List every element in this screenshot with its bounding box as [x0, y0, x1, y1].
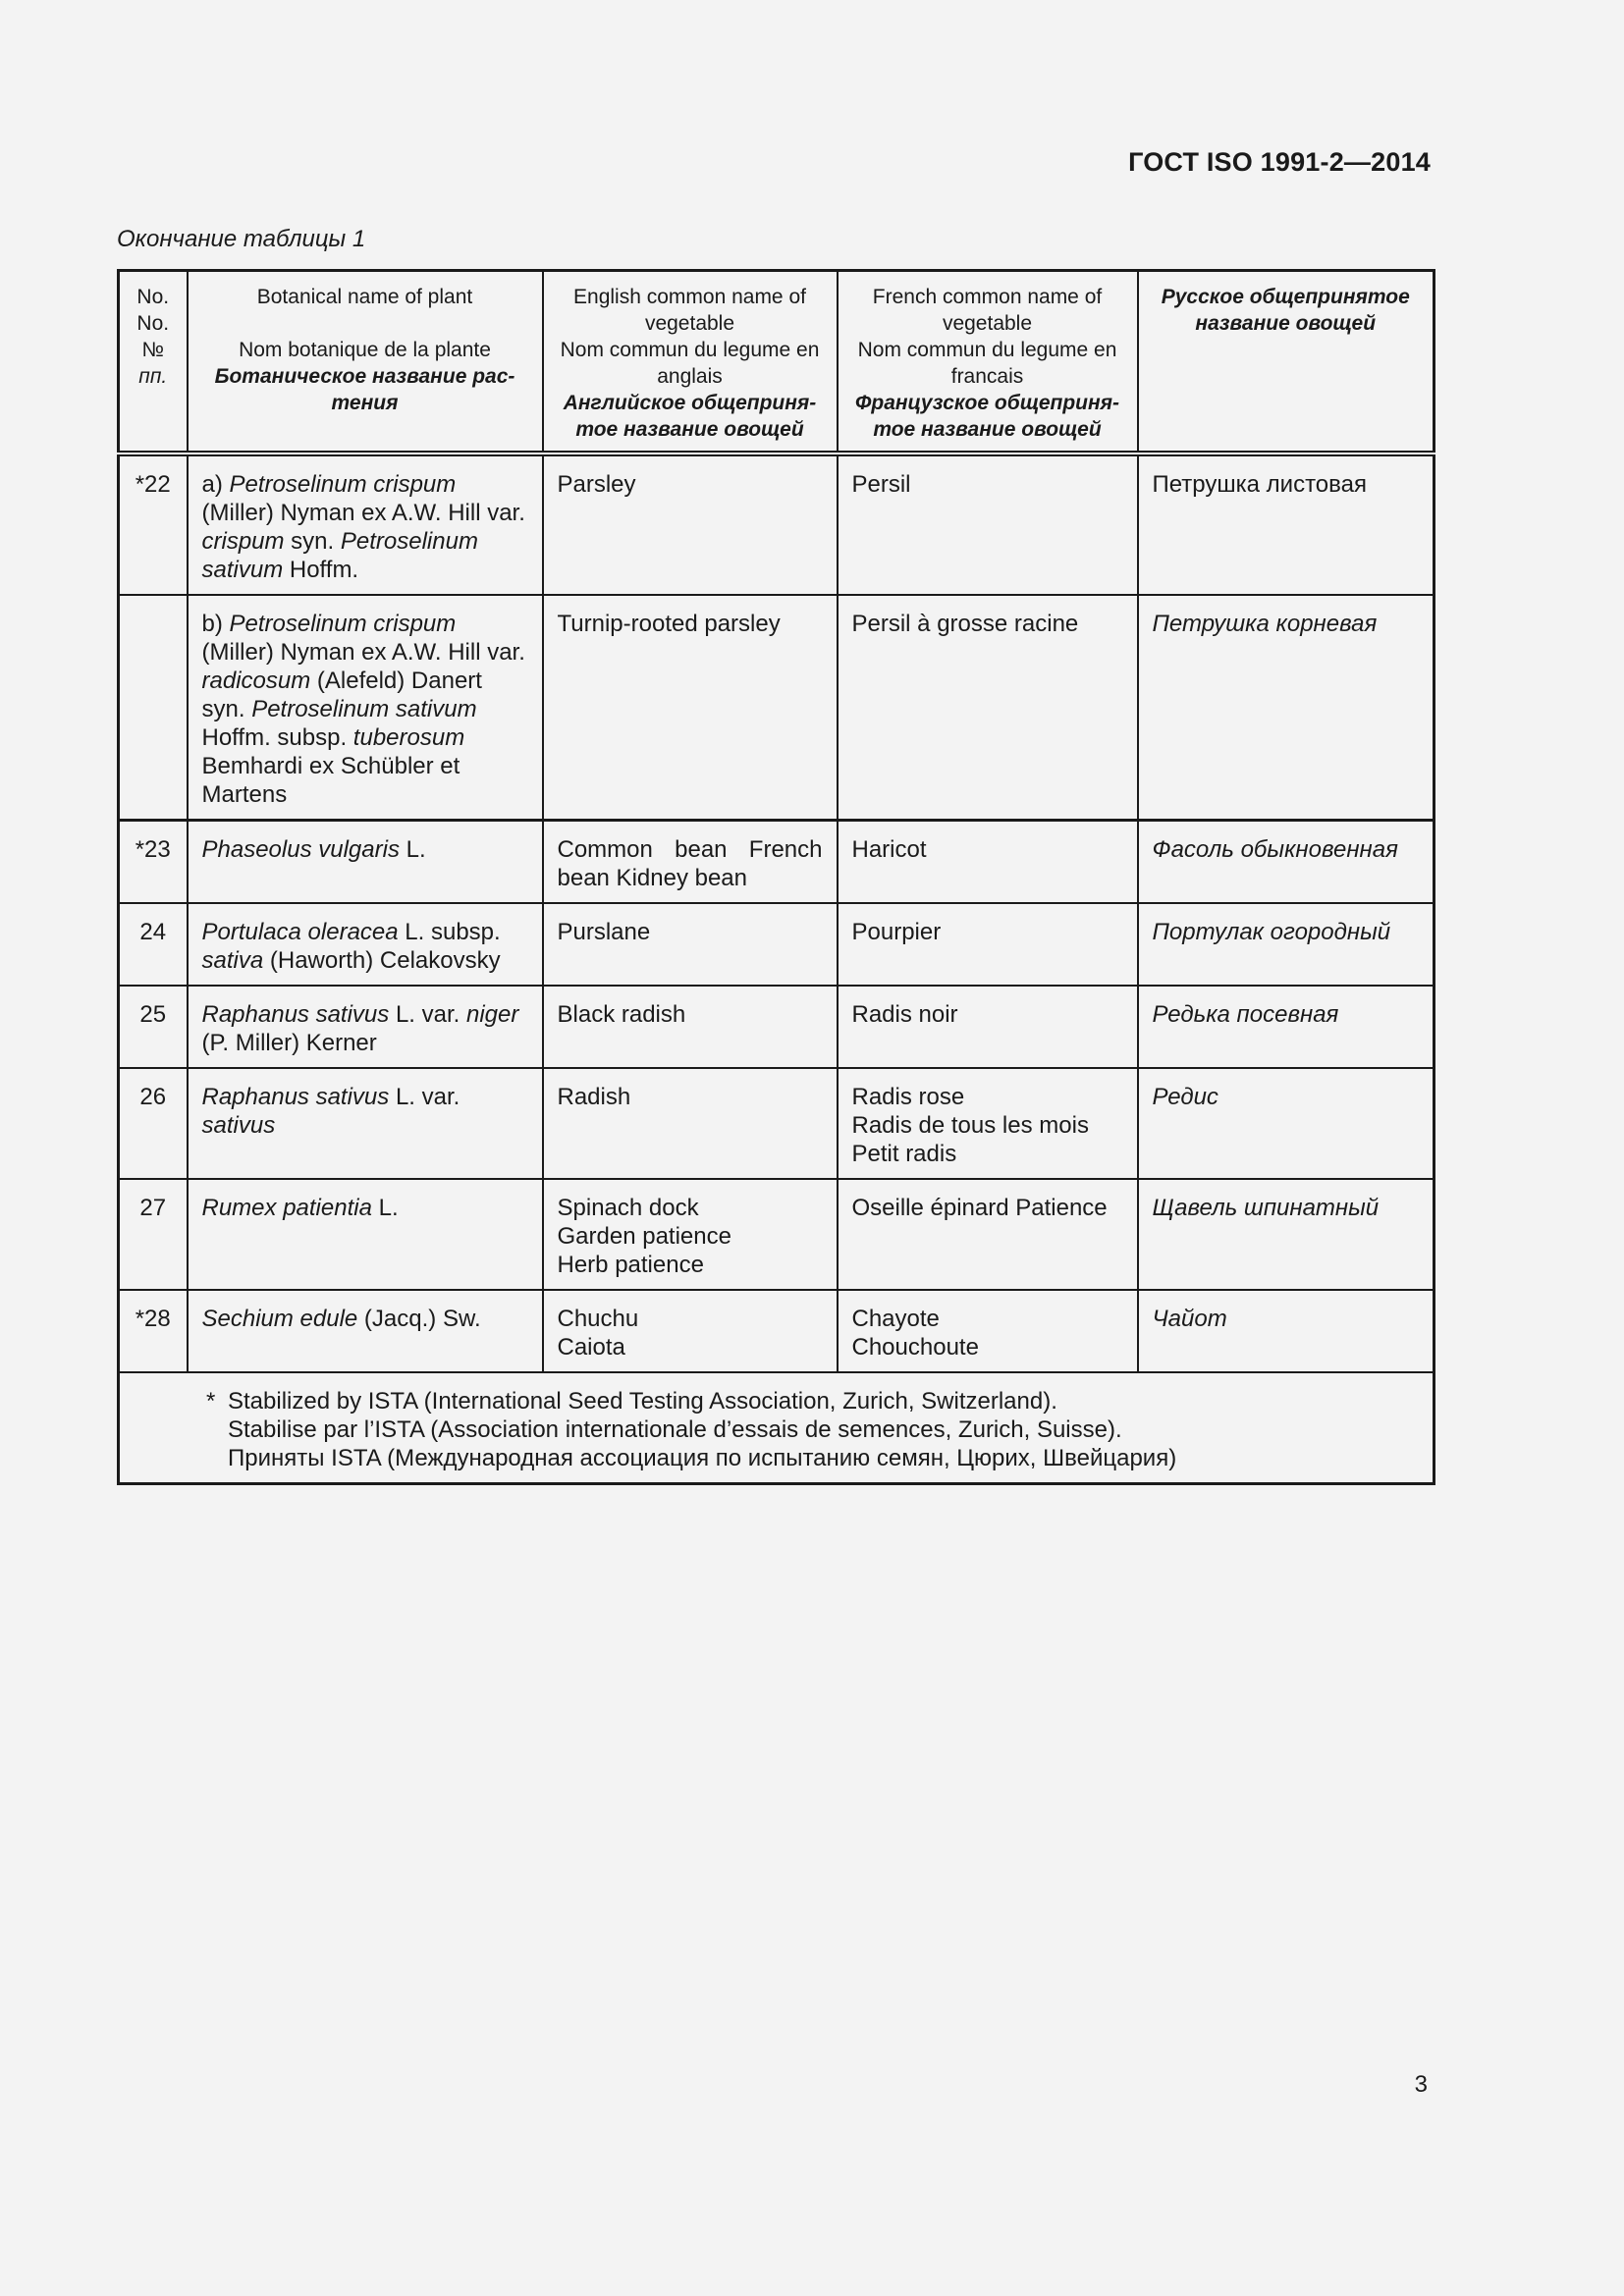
french-name: Pourpier: [838, 903, 1138, 986]
footnote-row: [119, 1372, 1435, 1484]
header-french-ru: Французское общеприня-тое название овощей: [854, 392, 1120, 441]
footnote-en: * Stabilized by ISTA (International Seed Testing Association, Zurich, Switzerland).: [206, 1388, 1057, 1415]
row-number: [119, 595, 188, 821]
botanical-name: b) Petroselinum crispum (Miller) Nyman ex A.W. Hill var. radicosum (Alefeld) Danert syn. Petroselinum sativum Hoffm. subsp. tuberosum Bemhardi ex Schübler et Martens: [188, 595, 543, 821]
table-header-row: [119, 271, 1435, 454]
header-botanical-en: Botanical name of plant: [256, 286, 473, 308]
french-name: Persil: [838, 454, 1138, 595]
botanical-name: Phaseolus vulgaris L.: [188, 821, 543, 904]
row-number: 25: [119, 986, 188, 1068]
table-row: [119, 454, 1435, 595]
table-body: [119, 454, 1435, 1372]
footnote-star: *: [206, 1388, 216, 1415]
header-number-line: пп.: [138, 365, 168, 388]
row-number: 26: [119, 1068, 188, 1179]
footnote-ru: Приняты ISTA (Международная ассоциация по испытанию семян, Цюрих, Швейцария): [228, 1445, 1177, 1471]
table-row: [119, 1068, 1435, 1179]
header-english: [543, 271, 838, 454]
russian-name: Портулак огородный: [1138, 903, 1435, 986]
russian-name: Петрушка листовая: [1138, 454, 1435, 595]
header-botanical-fr: Nom botanique de la plante: [239, 339, 491, 361]
row-number: *28: [119, 1290, 188, 1372]
russian-name: Петрушка корневая: [1138, 595, 1435, 821]
russian-name: Щавель шпинатный: [1138, 1179, 1435, 1290]
table-caption: Окончание таблицы 1: [117, 226, 366, 252]
page-number: 3: [1414, 2071, 1428, 2098]
botanical-name: Sechium edule (Jacq.) Sw.: [188, 1290, 543, 1372]
header-french: [838, 271, 1138, 454]
row-number: *22: [119, 454, 188, 595]
russian-name: Фасоль обыкновенная: [1138, 821, 1435, 904]
french-name: Radis rose Radis de tous les mois Petit radis: [838, 1068, 1138, 1179]
header-botanical: [188, 271, 543, 454]
french-name: Radis noir: [838, 986, 1138, 1068]
table-row: [119, 1290, 1435, 1372]
french-name: Oseille épinard Patience: [838, 1179, 1138, 1290]
footnote-fr: Stabilise par l’ISTA (Association internationale d’essais de semences, Zurich, Suisse).: [228, 1416, 1122, 1443]
header-number-line: №: [141, 339, 165, 361]
table-row: [119, 821, 1435, 904]
table-row: [119, 903, 1435, 986]
english-name: Chuchu Caiota: [543, 1290, 838, 1372]
header-english-ru: Английское общеприня-тое название овощей: [563, 392, 817, 441]
botanical-name: a) Petroselinum crispum (Miller) Nyman ex A.W. Hill var. crispum syn. Petroselinum sativum Hoffm.: [188, 454, 543, 595]
header-french-en: French common name of vegetable: [872, 286, 1103, 335]
header-botanical-ru: Ботаническое название рас-тения: [214, 365, 515, 414]
botanical-name: Portulaca oleracea L. subsp. sativa (Haworth) Celakovsky: [188, 903, 543, 986]
english-name: Spinach dock Garden patience Herb patience: [543, 1179, 838, 1290]
header-number: [119, 271, 188, 454]
english-name: Turnip-rooted parsley: [543, 595, 838, 821]
document-number: ГОСТ ISO 1991-2—2014: [1128, 147, 1431, 177]
french-name: Persil à grosse racine: [838, 595, 1138, 821]
footnote: [119, 1372, 1435, 1484]
botanical-name: Rumex patientia L.: [188, 1179, 543, 1290]
table-row: [119, 986, 1435, 1068]
header-russian: [1138, 271, 1435, 454]
header-english-fr: Nom commun du legume en anglais: [560, 339, 820, 388]
french-name: Haricot: [838, 821, 1138, 904]
table-row: [119, 595, 1435, 821]
english-name: Purslane: [543, 903, 838, 986]
botanical-name: Raphanus sativus L. var. sativus: [188, 1068, 543, 1179]
russian-name: Редис: [1138, 1068, 1435, 1179]
vegetable-names-table: [117, 269, 1435, 1485]
english-name: Common bean French bean Kidney bean: [543, 821, 838, 904]
english-name: Parsley: [543, 454, 838, 595]
header-number-line: No.: [136, 312, 170, 335]
header-french-fr: Nom commun du legume en francais: [857, 339, 1117, 388]
header-russian-ru: Русское общепринятое название овощей: [1161, 286, 1410, 335]
row-number: 27: [119, 1179, 188, 1290]
english-name: Radish: [543, 1068, 838, 1179]
botanical-name: Raphanus sativus L. var. niger (P. Miller) Kerner: [188, 986, 543, 1068]
row-number: 24: [119, 903, 188, 986]
table-row: [119, 1179, 1435, 1290]
russian-name: Чайот: [1138, 1290, 1435, 1372]
header-english-en: English common name of vegetable: [573, 286, 806, 335]
russian-name: Редька посевная: [1138, 986, 1435, 1068]
french-name: Chayote Chouchoute: [838, 1290, 1138, 1372]
row-number: *23: [119, 821, 188, 904]
english-name: Black radish: [543, 986, 838, 1068]
header-number-line: No.: [136, 286, 170, 308]
